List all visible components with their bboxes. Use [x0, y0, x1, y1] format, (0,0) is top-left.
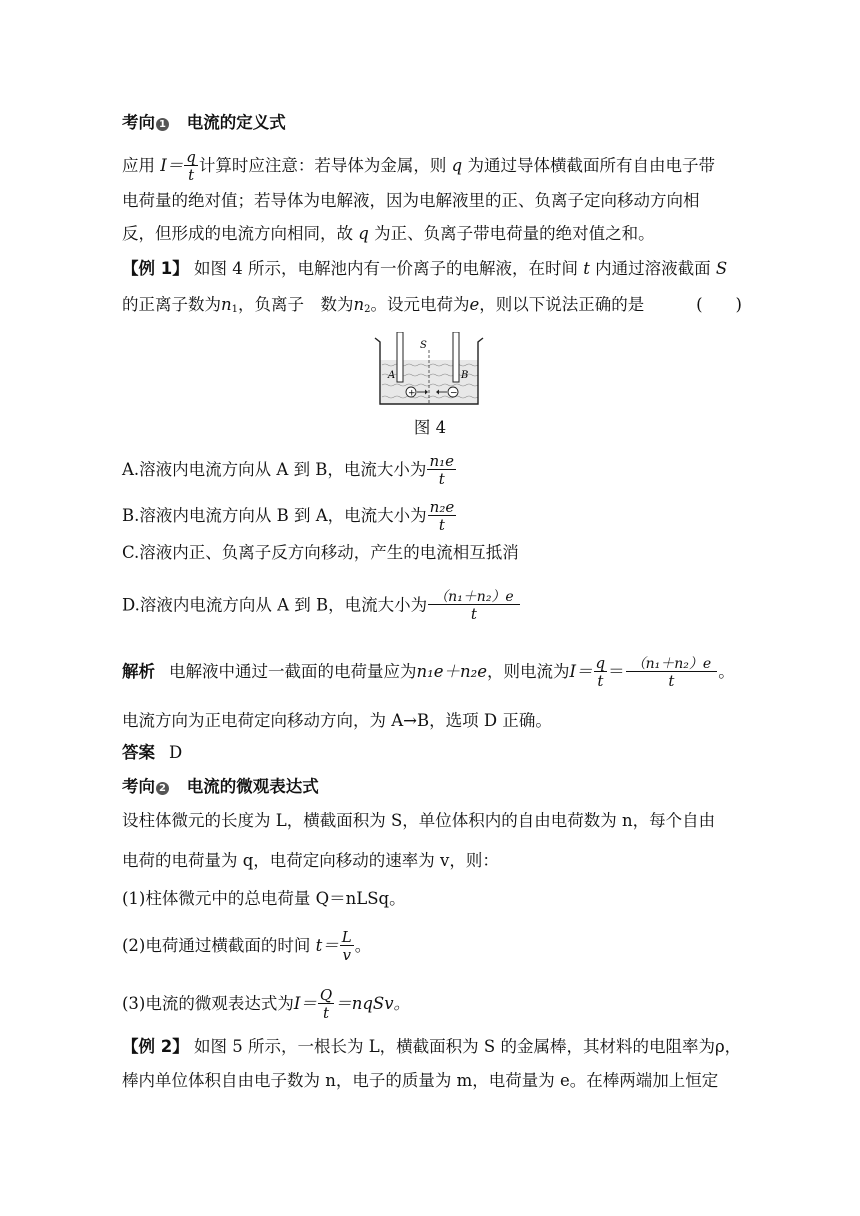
label-a: A	[388, 370, 396, 381]
option-text: A.溶液内电流方向从 A 到 B，电流大小为	[122, 460, 427, 479]
answer-paren: ( )	[696, 295, 742, 314]
micro-line-2: 电荷的电荷量为 q，电荷定向移动的速率为 v，则：	[122, 851, 499, 870]
example-1-line-1	[122, 256, 742, 282]
formula: I＝	[160, 156, 184, 175]
text: 为通过导体横截面所有自由电子带	[467, 156, 715, 175]
numerator: L	[341, 928, 352, 946]
text: 的正离子数为	[122, 295, 221, 314]
example-2-line-1	[122, 1034, 742, 1060]
fraction	[318, 988, 334, 1021]
example-1-line-2	[122, 292, 742, 323]
formula: ＝nqSv。	[335, 994, 411, 1013]
symbol: n	[353, 295, 365, 314]
svg-text:−: −	[450, 388, 458, 399]
fraction	[184, 150, 198, 183]
example-label: 【例 1】	[122, 259, 189, 278]
micro-line-1: 设柱体微元的长度为 L，横截面积为 S，单位体积内的自由电荷数为 n，每个自由	[122, 811, 716, 830]
label-b: B	[461, 370, 469, 381]
example-2-line-2: 棒内单位体积自由电子数为 n，电子的质量为 m，电荷量为 e。在棒两端加上恒定	[122, 1071, 719, 1090]
fraction	[340, 930, 354, 963]
denominator: t	[438, 470, 445, 488]
text: 。设元电荷为	[370, 295, 470, 314]
option-c	[122, 540, 742, 566]
section-label: 考向	[122, 777, 155, 796]
symbol: e	[469, 295, 480, 314]
intro-line-2: 电荷量的绝对值；若导体为电解液，因为电解液里的正、负离子定向移动方向相	[122, 191, 700, 210]
denominator: t	[438, 516, 445, 534]
electrolytic-cell-diagram	[373, 332, 485, 408]
text: ，负离子 数为	[238, 295, 354, 314]
numerator: （n₁＋n₂）e	[428, 590, 520, 605]
fraction	[427, 454, 456, 487]
analysis-line-2: 电流方向为正电荷定向移动方向，为 A→B，选项 D 正确。	[122, 711, 552, 730]
text: (2)电荷通过横截面的时间	[122, 936, 311, 955]
symbol: q	[358, 224, 369, 243]
option-b	[122, 500, 742, 533]
section-heading-2	[122, 774, 742, 800]
text: 应用	[122, 156, 155, 175]
analysis-line-1	[122, 656, 742, 689]
text: ，则电流为	[487, 662, 570, 681]
fraction	[428, 590, 520, 622]
symbol: t	[583, 259, 590, 278]
formula: I＝	[569, 662, 593, 681]
text: 。	[354, 936, 372, 955]
analysis-label: 解析	[122, 662, 155, 681]
denominator: t	[470, 605, 477, 623]
option-text: B.溶液内电流方向从 B 到 A，电流大小为	[122, 506, 427, 525]
numerator: q	[186, 148, 196, 166]
denominator: t	[597, 672, 604, 690]
fraction	[626, 657, 718, 689]
section-title: 电流的微观表达式	[186, 777, 319, 796]
symbol: S	[715, 259, 728, 278]
svg-text:+: +	[408, 388, 416, 399]
example-label: 【例 2】	[122, 1037, 189, 1056]
text: 为正、负离子带电荷量的绝对值之和。	[374, 224, 655, 243]
option-d	[122, 590, 742, 622]
figure-caption: 图 4	[413, 418, 447, 437]
text: 如图 5 所示，一根长为 L，横截面积为 S 的金属棒，其材料的电阻率为ρ，	[193, 1037, 742, 1056]
text: 如图 4 所示，电解池内有一价离子的电解液，在时间	[193, 259, 578, 278]
denominator: t	[668, 671, 675, 690]
section-label: 考向	[122, 113, 155, 132]
text: (3)电流的微观表达式为	[122, 994, 294, 1013]
fraction	[428, 500, 457, 533]
circled-number: 2	[156, 782, 169, 795]
micro-point-1: (1)柱体微元中的总电荷量 Q＝nLSq。	[122, 889, 406, 908]
figure-electrolytic-cell	[373, 332, 485, 412]
text: 。	[718, 662, 735, 681]
answer-label: 答案	[122, 743, 155, 762]
answer-line	[122, 740, 742, 766]
option-text: C.溶液内正、负离子反方向移动，产生的电流相互抵消	[122, 543, 519, 562]
fraction	[594, 656, 608, 689]
denominator: t	[188, 166, 195, 184]
text: 反，但形成的电流方向相同，故	[122, 224, 353, 243]
numerator: q	[595, 654, 606, 672]
intro-line-1	[122, 150, 742, 183]
formula: n₁e＋n₂e	[416, 662, 488, 681]
numerator: n₂e	[429, 498, 455, 516]
text: 计算时应注意：若导体为金属，则	[198, 156, 447, 175]
micro-point-2	[122, 930, 742, 963]
section-heading-1	[122, 110, 742, 136]
formula: t＝	[315, 936, 339, 955]
text: 电解液中通过一截面的电荷量应为	[169, 662, 417, 681]
option-text: D.溶液内电流方向从 A 到 B，电流大小为	[122, 595, 428, 615]
numerator: Q	[319, 986, 333, 1004]
option-a	[122, 454, 742, 487]
text: ＝	[608, 662, 625, 681]
numerator: （n₁＋n₂）e	[626, 657, 718, 672]
section-title: 电流的定义式	[186, 113, 286, 132]
micro-point-3	[122, 988, 742, 1021]
subscript: 2	[364, 304, 371, 315]
subscript: 1	[231, 304, 239, 315]
circled-number: 1	[156, 118, 169, 131]
label-s: S	[420, 340, 427, 351]
electrode-a	[397, 332, 403, 382]
numerator: n₁e	[429, 452, 454, 470]
intro-line-3	[122, 221, 742, 247]
denominator: t	[323, 1004, 330, 1022]
symbol: q	[451, 156, 463, 175]
text: ，则以下说法正确的是	[479, 295, 645, 314]
text: 内通过溶液截面	[595, 259, 711, 278]
denominator: v	[342, 946, 351, 964]
symbol: n	[221, 295, 232, 314]
answer-value: D	[169, 743, 183, 762]
electrode-b	[453, 332, 459, 382]
formula: I＝	[293, 994, 317, 1013]
